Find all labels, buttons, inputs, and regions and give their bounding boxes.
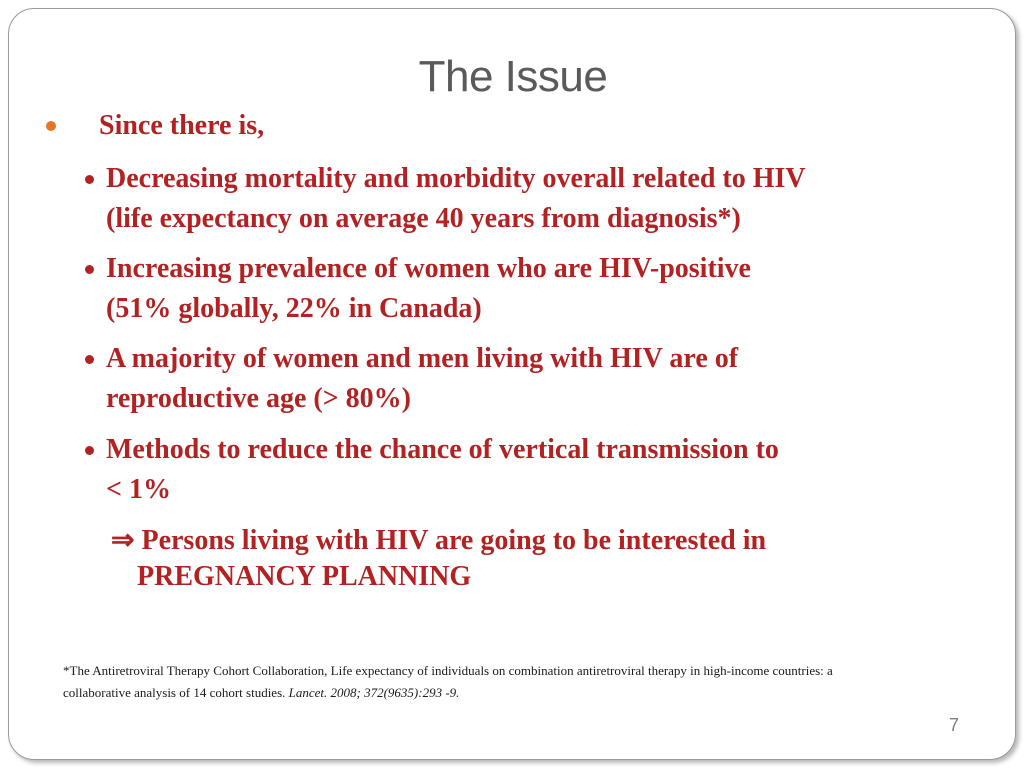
sub-bullet-dot bbox=[85, 355, 94, 364]
sub-bullet-dot bbox=[85, 175, 94, 184]
slide-title: The Issue bbox=[418, 52, 608, 101]
sub-bullet-dot bbox=[85, 446, 94, 455]
list-item bbox=[106, 159, 996, 239]
list-item-line: A majority of women and men living with HIV are of bbox=[106, 343, 739, 374]
list-item-line: (51% globally, 22% in Canada) bbox=[106, 293, 482, 324]
footnote-text: *The Antiretroviral Therapy Cohort Collaboration, Life expectancy of individuals on combination antiretroviral therapy in high-income countries: a bbox=[63, 663, 833, 678]
implies-arrow-icon: ⇒ bbox=[111, 525, 135, 556]
footnote-text: collaborative analysis of 14 cohort studies. bbox=[63, 685, 286, 700]
list-item-line: Decreasing mortality and morbidity overall related to HIV bbox=[106, 163, 806, 194]
footnote-citation: Lancet. 2008; 372(9635):293 -9. bbox=[288, 685, 460, 700]
list-item-line: < 1% bbox=[106, 474, 171, 505]
conclusion-line: Persons living with HIV are going to be interested in bbox=[141, 525, 767, 556]
list-item bbox=[106, 249, 996, 329]
footnote bbox=[63, 660, 983, 704]
slide-frame bbox=[8, 8, 1016, 760]
sub-bullet-dot bbox=[85, 265, 94, 274]
lead-text: Since there is, bbox=[99, 110, 265, 141]
conclusion bbox=[111, 523, 971, 595]
bullet-dot bbox=[46, 121, 56, 131]
list-item-line: Increasing prevalence of women who are HIV-positive bbox=[106, 253, 751, 284]
conclusion-emphasis: PREGNANCY PLANNING bbox=[137, 561, 472, 592]
slide-number: 7 bbox=[949, 715, 960, 735]
list-item bbox=[106, 339, 996, 419]
list-item bbox=[106, 430, 996, 510]
list-item-line: reproductive age (> 80%) bbox=[106, 383, 411, 414]
list-item-line: Methods to reduce the chance of vertical transmission to bbox=[106, 434, 779, 465]
list-item-line: (life expectancy on average 40 years from diagnosis*) bbox=[106, 203, 741, 234]
